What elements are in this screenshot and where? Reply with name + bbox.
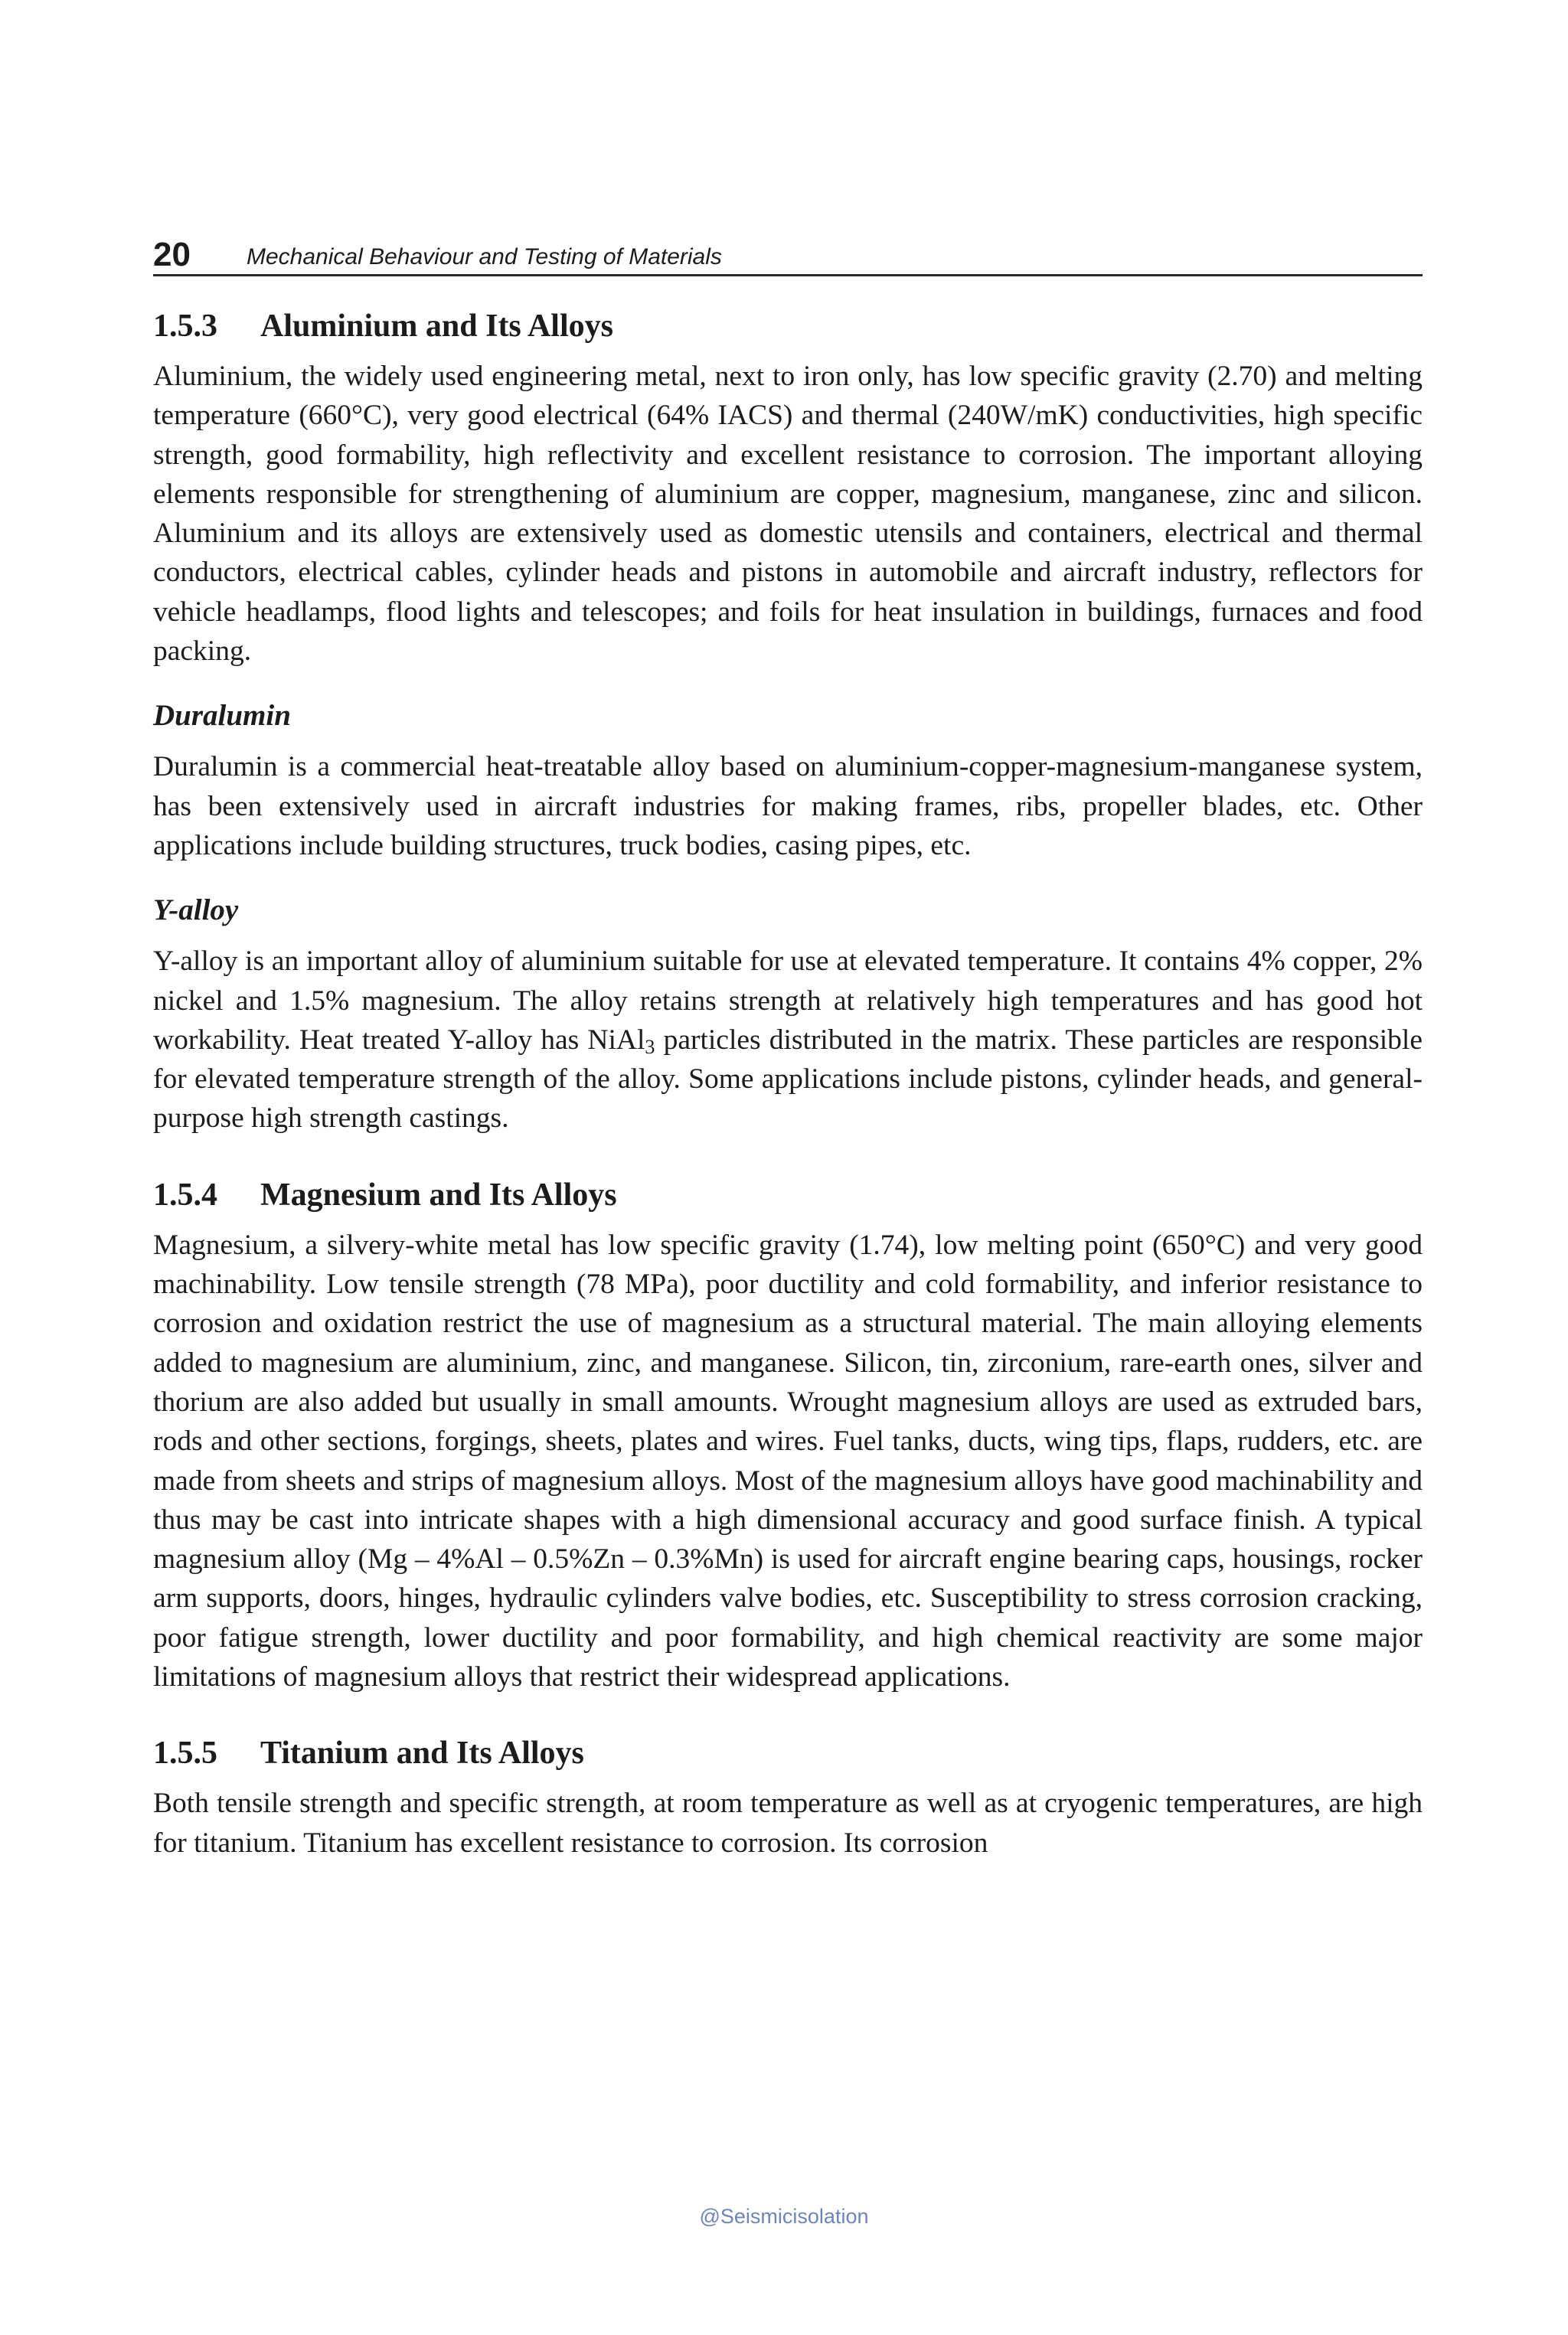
paragraph-duralumin: Duralumin is a commercial heat-treatable alloy based on aluminium-copper-magnesium-manganese system, has been extensively used in aircraft industries for making frames, ribs, propeller blades, etc. Other applications include building structures, truck bodies, casing pipes, etc. (153, 751, 1423, 861)
paragraph-y-alloy-part1: Y-alloy is an important alloy of aluminium suitable for use at elevated temperature. It contains 4% copper, 2% nickel and 1.5% magnesium. The alloy retains strength at relatively high temperatures and has good hot workability. Heat treated Y-alloy has NiAl (153, 945, 1423, 1056)
page-header (153, 236, 1423, 276)
section-number: 1.5.3 (153, 309, 217, 344)
paragraph-aluminium: Aluminium, the widely used engineering metal, next to iron only, has low specific gravity (2.70) and melting temperature (660°C), very good electrical (64% IACS) and thermal (240W/mK) conductivities, high specific strength, good formability, high reflectivity and excellent resistance to corrosion. The important alloying elements responsible for strengthening of aluminium are copper, magnesium, manganese, zinc and silicon. Aluminium and its alloys are extensively used as domestic utensils and containers, electrical and thermal conductors, electrical cables, cylinder heads and pistons in automobile and aircraft industry, reflectors for vehicle headlamps, flood lights and telescopes; and foils for heat insulation in buildings, furnaces and food packing. (153, 361, 1423, 668)
section-title: Aluminium and Its Alloys (260, 309, 613, 344)
running-title: Mechanical Behaviour and Testing of Materials (247, 244, 722, 269)
page-body (153, 303, 1423, 1863)
paragraph-y-alloy (153, 942, 1423, 1138)
section-number: 1.5.4 (153, 1177, 217, 1213)
section-title: Magnesium and Its Alloys (260, 1177, 617, 1213)
section-title: Titanium and Its Alloys (260, 1736, 584, 1772)
page-number: 20 (153, 236, 191, 273)
subheading-duralumin: Duralumin (153, 699, 291, 733)
paragraph-y-alloy-part2: particles distributed in the matrix. These particles are responsible for elevated temperature strength of the alloy. Some applications include pistons, cylinder heads, and general-purpose high strength castings. (153, 1024, 1423, 1135)
section-heading-titanium (153, 1730, 1423, 1776)
section-heading-aluminium (153, 303, 1423, 349)
section-heading-magnesium (153, 1172, 1423, 1218)
subscript-3: 3 (645, 1035, 655, 1058)
paragraph-titanium: Both tensile strength and specific strength, at room temperature as well as at cryogenic temperatures, are high for titanium. Titanium has excellent resistance to corrosion. Its corrosion (153, 1788, 1423, 1859)
section-number: 1.5.5 (153, 1736, 217, 1772)
watermark: @Seismicisolation (699, 2205, 869, 2228)
paragraph-magnesium: Magnesium, a silvery-white metal has low specific gravity (1.74), low melting point (650°C) and very good machinability. Low tensile strength (78 MPa), poor ductility and cold formability, and inferior resistance to corrosion and oxidation restrict the use of magnesium as a structural material. The main alloying elements added to magnesium are aluminium, zinc, and manganese. Silicon, tin, zirconium, rare-earth ones, silver and thorium are also added but usually in small amounts. Wrought magnesium alloys are used as extruded bars, rods and other sections, forgings, sheets, plates and wires. Fuel tanks, ducts, wing tips, flaps, rudders, etc. are made from sheets and strips of magnesium alloys. Most of the magnesium alloys have good machinability and thus may be cast into intricate shapes with a high dimensional accuracy and good surface finish. A typical magnesium alloy (Mg – 4%Al – 0.5%Zn – 0.3%Mn) is used for aircraft engine bearing caps, housings, rocker arm supports, doors, hinges, hydraulic cylinders valve bodies, etc. Susceptibility to stress corrosion cracking, poor fatigue strength, lower ductility and poor formability, and high chemical reactivity are some major limitations of magnesium alloys that restrict their widespread applications. (153, 1229, 1423, 1693)
subheading-y-alloy: Y-alloy (153, 893, 239, 927)
